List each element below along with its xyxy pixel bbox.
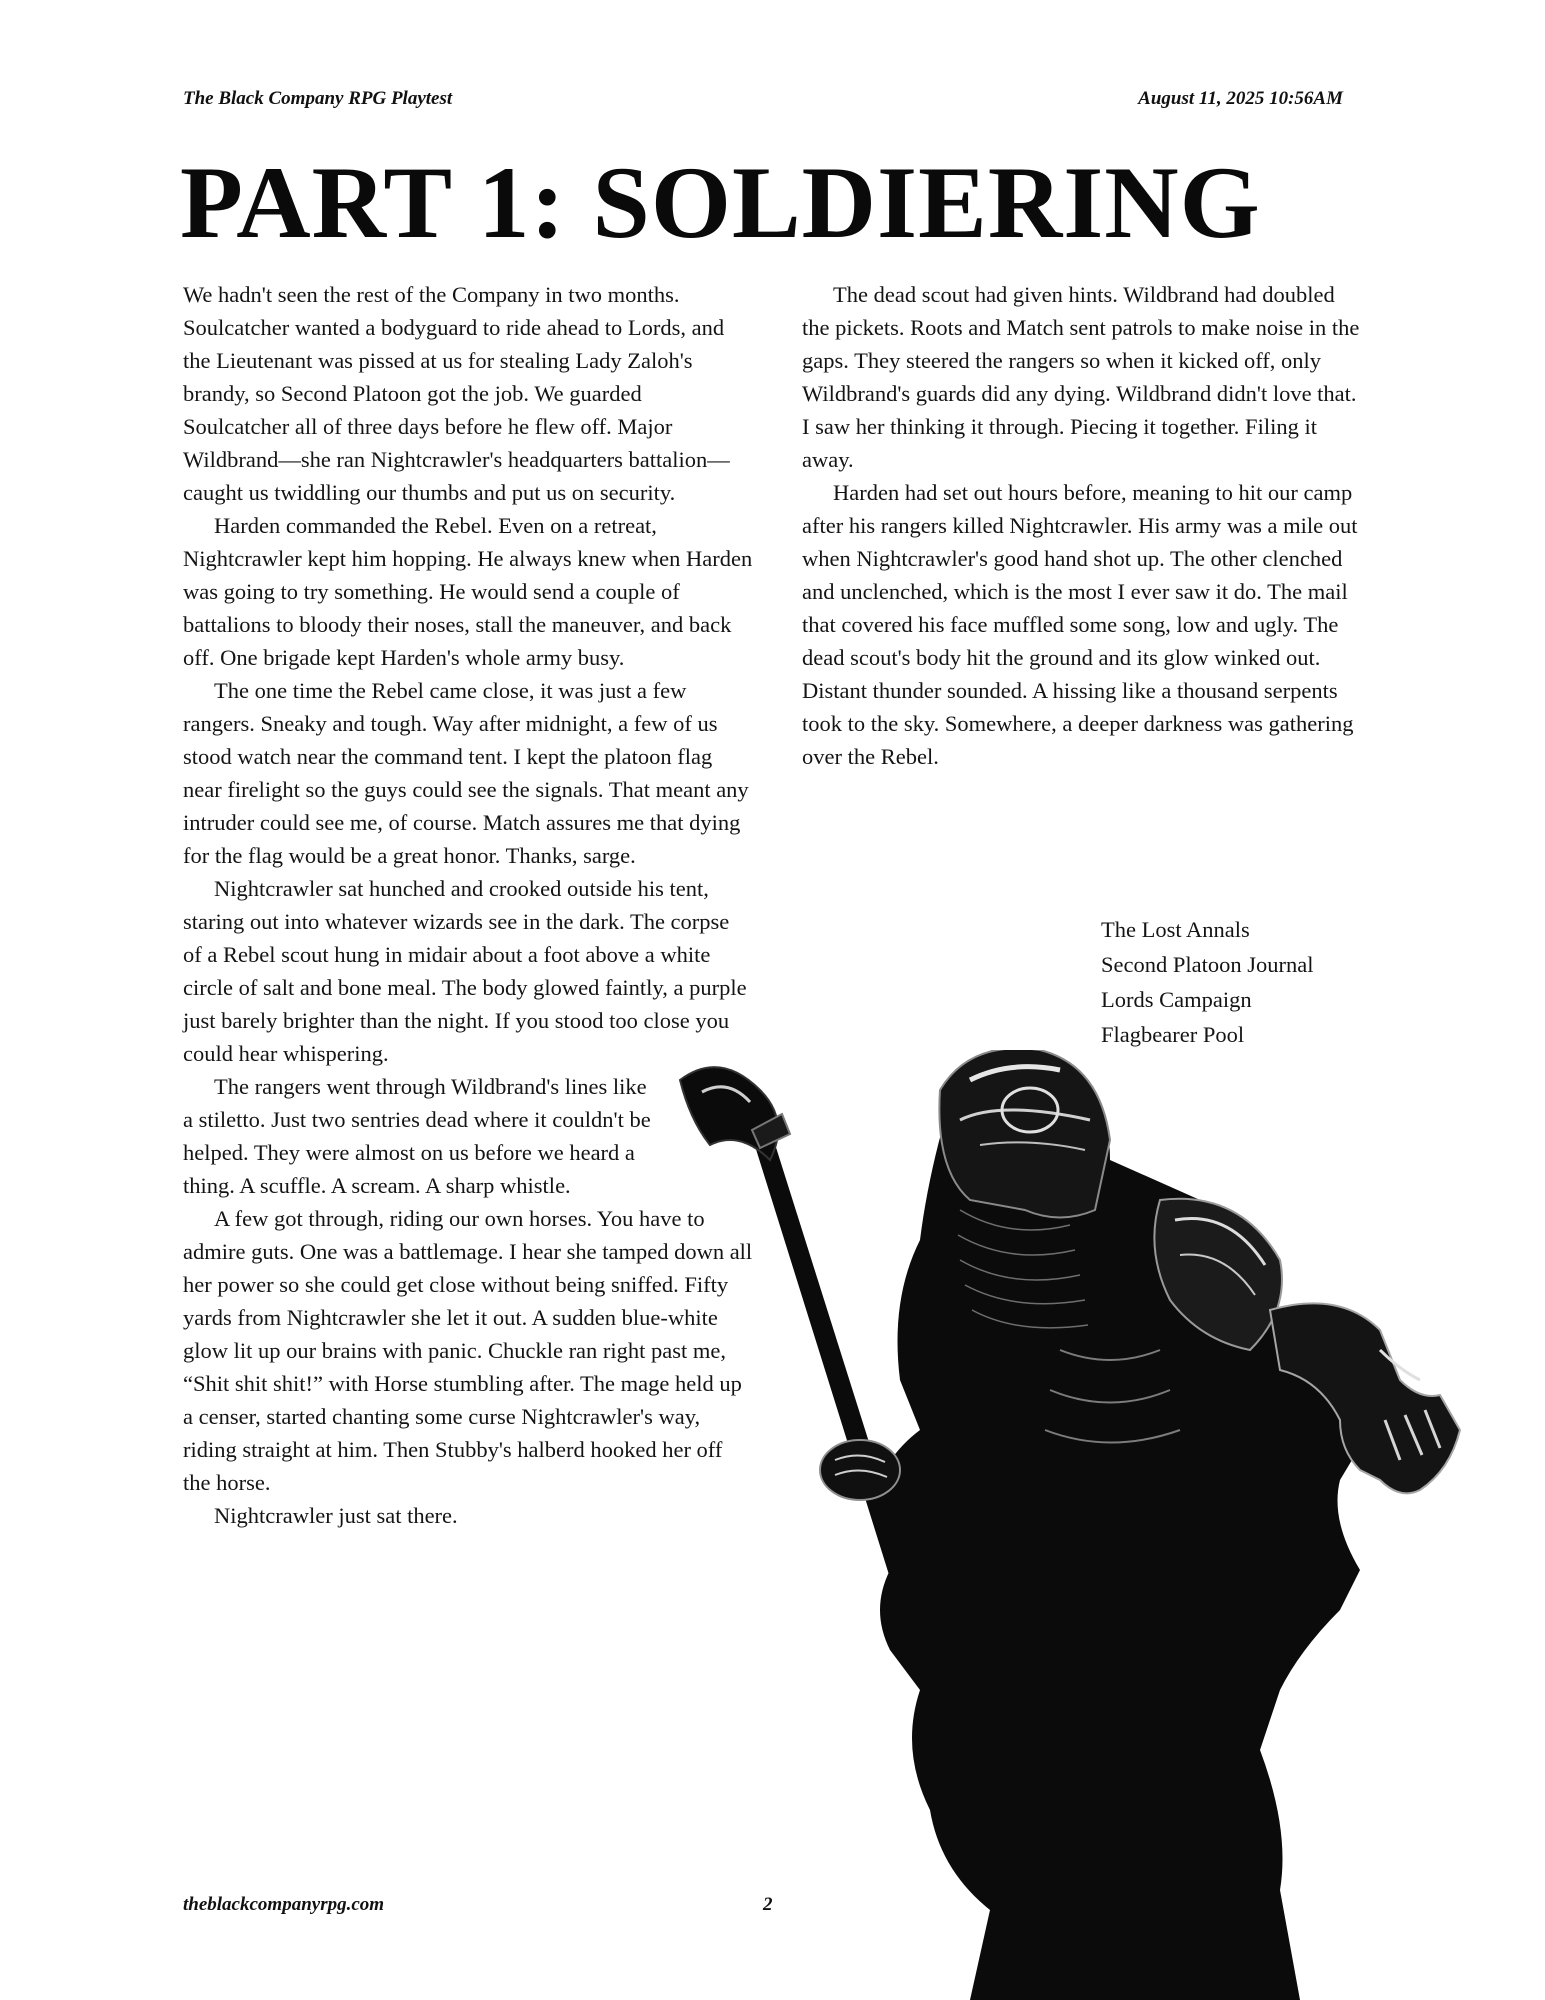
left-paragraph-3: The one time the Rebel came close, it was just a few rangers. Sneaky and tough. Way after midnight, a few of us stood watch near the command tent. I kept the platoon flag near firelight so the guys could see the signals. That meant any intruder could see me, of course. Match assures me that dying for the flag would be a great honor. Thanks, sarge.	[183, 678, 749, 868]
armored-warrior-illustration	[640, 1050, 1545, 2000]
signature-line-3: Lords Campaign	[1101, 987, 1252, 1012]
left-paragraph-2: Harden commanded the Rebel. Even on a retreat, Nightcrawler kept him hopping. He always knew when Harden was going to try something. He would send a couple of battalions to bloody their noses, stall the maneuver, and back off. One brigade kept Harden's whole army busy.	[183, 513, 753, 670]
left-paragraph-4: Nightcrawler sat hunched and crooked outside his tent, staring out into whatever wizards see in the dark. The corpse of a Rebel scout hung in midair about a foot above a white circle of salt and bone meal. The body glowed faintly, a purple just barely brighter than the night. If you stood too close you could hear whispering.	[183, 876, 747, 1066]
right-paragraph-2: Harden had set out hours before, meaning to hit our camp after his rangers killed Nightcrawler. His army was a mile out when Nightcrawler's good hand shot up. The other clenched and unclenched, which is the most I ever saw it do. The mail that covered his face muffled some song, low and ugly. The dead scout's body hit the ground and its glow winked out. Distant thunder sounded. A hissing like a thousand serpents took to the sky. Somewhere, a deeper darkness was gathering over the Rebel.	[802, 480, 1358, 769]
header-document-title: The Black Company RPG Playtest	[183, 88, 453, 109]
right-paragraph-1: The dead scout had given hints. Wildbrand had doubled the pickets. Roots and Match sent patrols to make noise in the gaps. They steered the rangers so when it kicked off, only Wildbrand's guards did any dying. Wildbrand didn't love that. I saw her thinking it through. Piecing it together. Filing it away.	[802, 282, 1360, 472]
helmet	[939, 1050, 1110, 1218]
footer-page-number: 2	[763, 1894, 773, 1915]
header-timestamp: August 11, 2025 10:56AM	[1138, 88, 1343, 109]
left-paragraph-6: A few got through, riding our own horses. You have to admire guts. One was a battlemage. I hear she tamped down all her power so she could get close without being sniffed. Fifty yards from Nightcrawler she let it out. A sudden blue-white glow lit up our brains with panic. Chuckle ran right past me, “Shit shit shit!” with Horse stumbling after. The mage held up a censer, started chanting some curse Nightcrawler's way, riding straight at him. Then Stubby's halberd hooked her off the horse.	[183, 1206, 753, 1495]
signature-block	[1101, 912, 1313, 1052]
left-paragraph-1: We hadn't seen the rest of the Company in two months. Soulcatcher wanted a bodyguard to ride ahead to Lords, and the Lieutenant was pissed at us for stealing Lady Zaloh's brandy, so Second Platoon got the job. We guarded Soulcatcher all of three days before he flew off. Major Wildbrand—she ran Nightcrawler's headquarters battalion—caught us twiddling our thumbs and put us on security.	[183, 282, 730, 505]
page-title: PART 1: SOLDIERING	[180, 146, 1261, 260]
signature-line-2: Second Platoon Journal	[1101, 952, 1314, 977]
warrior-body	[870, 1050, 1372, 2000]
signature-line-4: Flagbearer Pool	[1101, 1022, 1245, 1047]
footer-website: theblackcompanyrpg.com	[183, 1894, 385, 1915]
right-text-column	[802, 278, 1362, 773]
left-paragraph-5: The rangers went through Wildbrand's lines like a stiletto. Just two sentries dead where it couldn't be helped. They were almost on us before we heard a thing. A scuffle. A scream. A sharp whistle.	[183, 1074, 651, 1198]
signature-line-1: The Lost Annals	[1101, 917, 1250, 942]
left-paragraph-7: Nightcrawler just sat there.	[214, 1503, 458, 1528]
